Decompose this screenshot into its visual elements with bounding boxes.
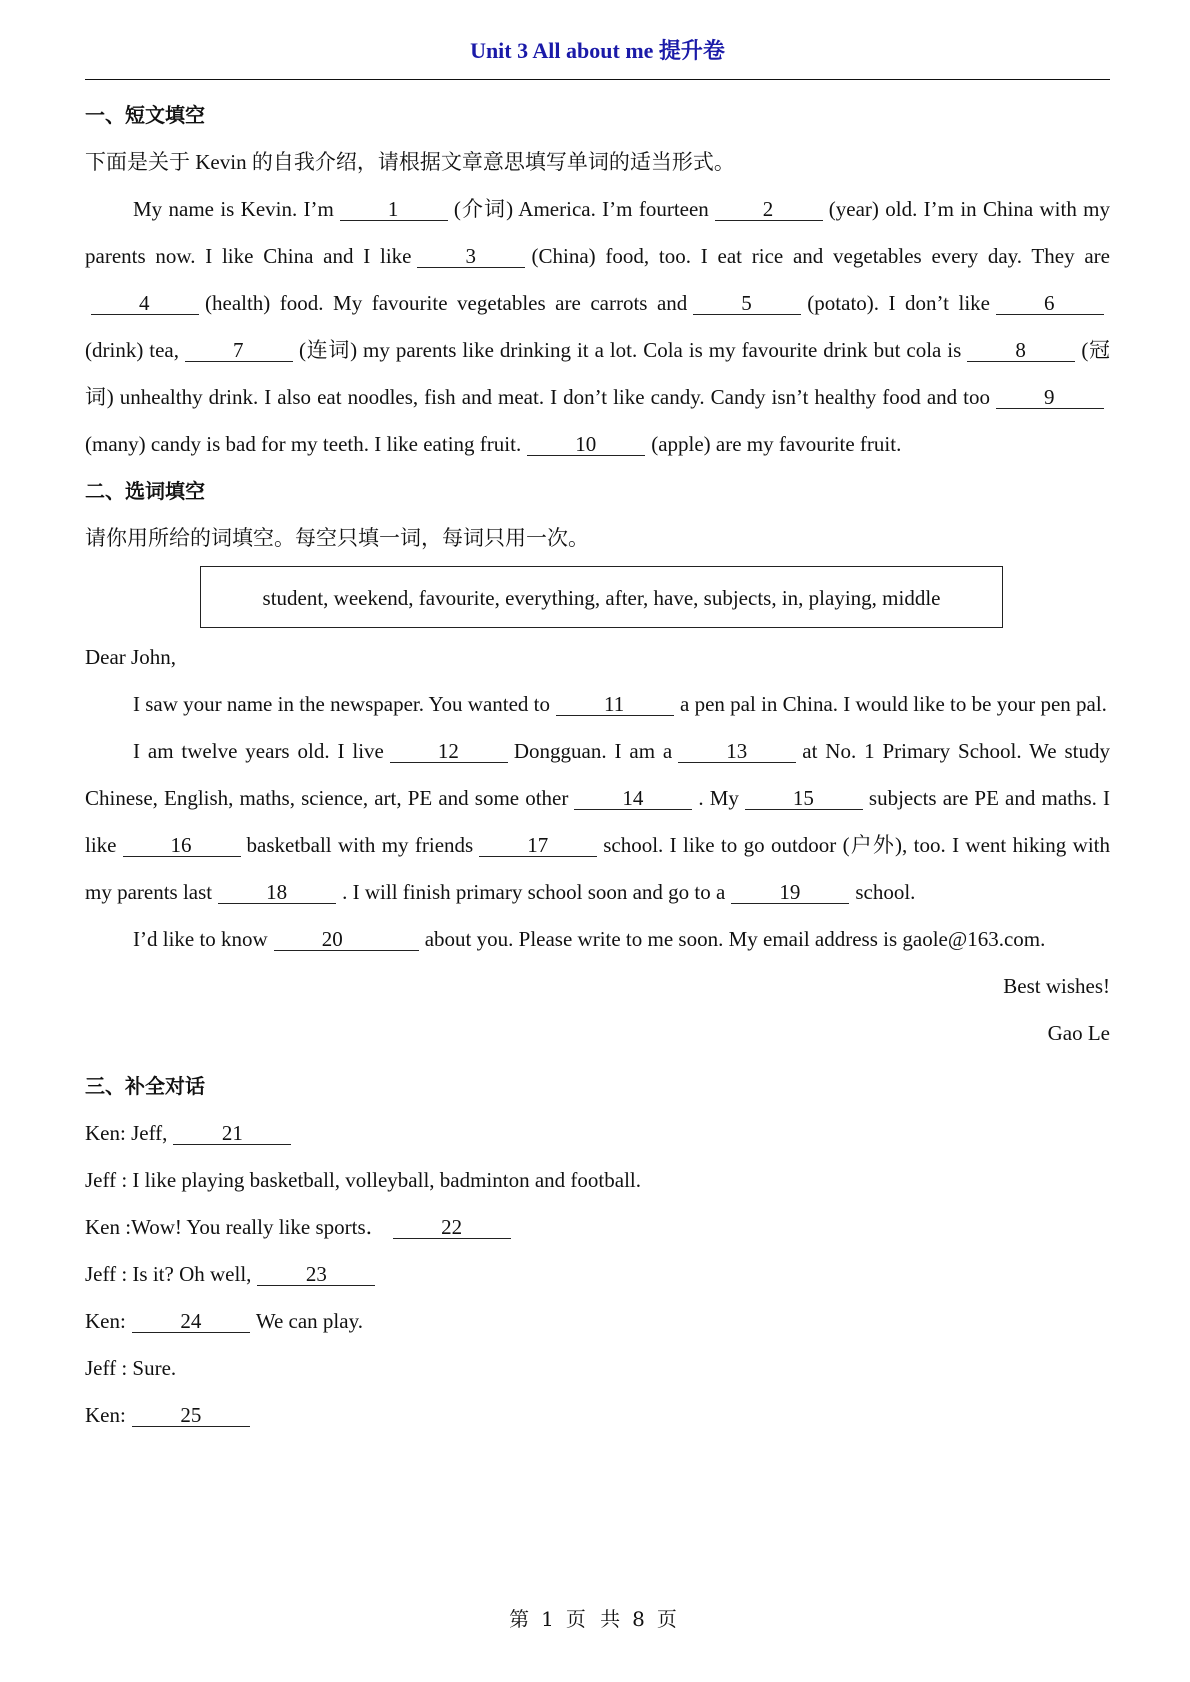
letter-text: I’d like to know (133, 927, 268, 951)
blank-13[interactable]: 13 (678, 740, 796, 763)
dialogue-text: Ken: (85, 1309, 126, 1333)
blank-23[interactable]: 23 (257, 1263, 375, 1286)
letter-text: Dongguan. I am a (513, 739, 673, 763)
section1-instruction: 下面是关于 Kevin 的自我介绍，请根据文章意思填写单词的适当形式。 (85, 150, 735, 174)
letter-text: school. I like to go outdoor (户外), too. I went hiking with my parents last (85, 833, 1110, 904)
passage-text: (China) food, too. I eat rice and vegetables every day. They are (531, 244, 1110, 268)
letter-signature: Gao Le (1047, 1021, 1110, 1045)
letter-paragraph-3 (85, 916, 1110, 963)
blank-2[interactable]: 2 (715, 198, 823, 221)
dialogue-line (85, 1251, 1110, 1298)
blank-9[interactable]: 9 (996, 386, 1104, 409)
passage-text: (year) old. I’m in China with my parents now. I like China and I like (85, 197, 1110, 268)
blank-8[interactable]: 8 (967, 339, 1075, 362)
blank-25[interactable]: 25 (132, 1404, 250, 1427)
footer-text: 第 (509, 1607, 534, 1631)
section2-heading: 二、选词填空 (85, 479, 205, 503)
dialogue-text: Ken: (85, 1403, 126, 1427)
dialogue-text: We can play. (255, 1309, 363, 1333)
blank-4[interactable]: 4 (91, 292, 199, 315)
letter-text: about you. Please write to me soon. My email address is gaole@163.com. (424, 927, 1046, 951)
letter-greeting: Dear John, (85, 645, 176, 669)
blank-3[interactable]: 3 (417, 245, 525, 268)
passage-text: (health) food. My favourite vegetables are carrots and (205, 291, 688, 315)
dialogue-line (85, 1204, 1110, 1251)
section3-heading: 三、补全对话 (85, 1074, 205, 1098)
letter-text: basketball with my friends (246, 833, 474, 857)
word-bank-box: student, weekend, favourite, everything, after, have, subjects, in, playing, middle (200, 566, 1003, 628)
footer-text: 页 (656, 1607, 681, 1631)
blank-10[interactable]: 10 (527, 433, 645, 456)
blank-11[interactable]: 11 (556, 693, 674, 716)
dialogue-text: Jeff : Is it? Oh well, (85, 1262, 252, 1286)
footer-text: 页 共 (565, 1607, 625, 1631)
passage-text: (连词) my parents like drinking it a lot. Cola is my favourite drink but cola is (299, 338, 962, 362)
blank-20[interactable]: 20 (274, 928, 419, 951)
letter-text: . My (698, 786, 739, 810)
blank-22[interactable]: 22 (393, 1216, 511, 1239)
blank-6[interactable]: 6 (996, 292, 1104, 315)
blank-7[interactable]: 7 (185, 339, 293, 362)
passage-text: (drink) tea, (85, 338, 179, 362)
passage-text: (apple) are my favourite fruit. (651, 432, 902, 456)
letter-paragraph-2 (85, 728, 1110, 916)
letter-text: . I will finish primary school soon and go to a (342, 880, 726, 904)
dialogue-text: Ken: Jeff, (85, 1121, 168, 1145)
dialogue-line: Jeff : Sure. (85, 1356, 177, 1380)
page-number-footer (0, 1603, 1190, 1632)
section2-instruction: 请你用所给的词填空。每空只填一词，每词只用一次。 (85, 526, 589, 550)
passage-text: (冠词) unhealthy drink. I also eat noodles, fish and meat. I don’t like candy. Candy isn’t healthy food and too (85, 338, 1111, 409)
letter-text: I am twelve years old. I live (133, 739, 384, 763)
header-divider (85, 79, 1110, 80)
letter-text: school. (855, 880, 916, 904)
dialogue-line (85, 1298, 1110, 1345)
blank-21[interactable]: 21 (173, 1122, 291, 1145)
blank-12[interactable]: 12 (390, 740, 508, 763)
letter-text: a pen pal in China. I would like to be your pen pal. (680, 692, 1107, 716)
letter-text: I saw your name in the newspaper. You wanted to (133, 692, 551, 716)
blank-24[interactable]: 24 (132, 1310, 250, 1333)
letter-text: subjects are PE and maths. I like (85, 786, 1110, 857)
letter-paragraph-1 (85, 681, 1110, 728)
blank-1[interactable]: 1 (340, 198, 448, 221)
blank-14[interactable]: 14 (574, 787, 692, 810)
passage-text: (介词) America. I’m fourteen (453, 197, 709, 221)
blank-15[interactable]: 15 (745, 787, 863, 810)
section1-heading: 一、短文填空 (85, 103, 205, 127)
page-title: Unit 3 All about me 提升卷 (470, 38, 725, 63)
passage-text: (potato). I don’t like (807, 291, 990, 315)
blank-17[interactable]: 17 (479, 834, 597, 857)
worksheet-content (85, 92, 1110, 1439)
current-page: 1 (541, 1607, 558, 1631)
blank-18[interactable]: 18 (218, 881, 336, 904)
blank-16[interactable]: 16 (123, 834, 241, 857)
dialogue-text: Ken :Wow! You really like sports． (85, 1215, 387, 1239)
total-pages: 8 (632, 1607, 649, 1631)
blank-19[interactable]: 19 (731, 881, 849, 904)
section1-passage (85, 186, 1110, 468)
dialogue-line (85, 1110, 1110, 1157)
passage-text: My name is Kevin. I’m (133, 197, 334, 221)
letter-text: at No. 1 Primary School. We study Chinese, English, maths, science, art, PE and some other (85, 739, 1110, 810)
letter-closing: Best wishes! (1003, 974, 1110, 998)
dialogue-line (85, 1392, 1110, 1439)
passage-text: (many) candy is bad for my teeth. I like eating fruit. (85, 432, 522, 456)
dialogue-line: Jeff : I like playing basketball, volleyball, badminton and football. (85, 1168, 641, 1192)
blank-5[interactable]: 5 (693, 292, 801, 315)
